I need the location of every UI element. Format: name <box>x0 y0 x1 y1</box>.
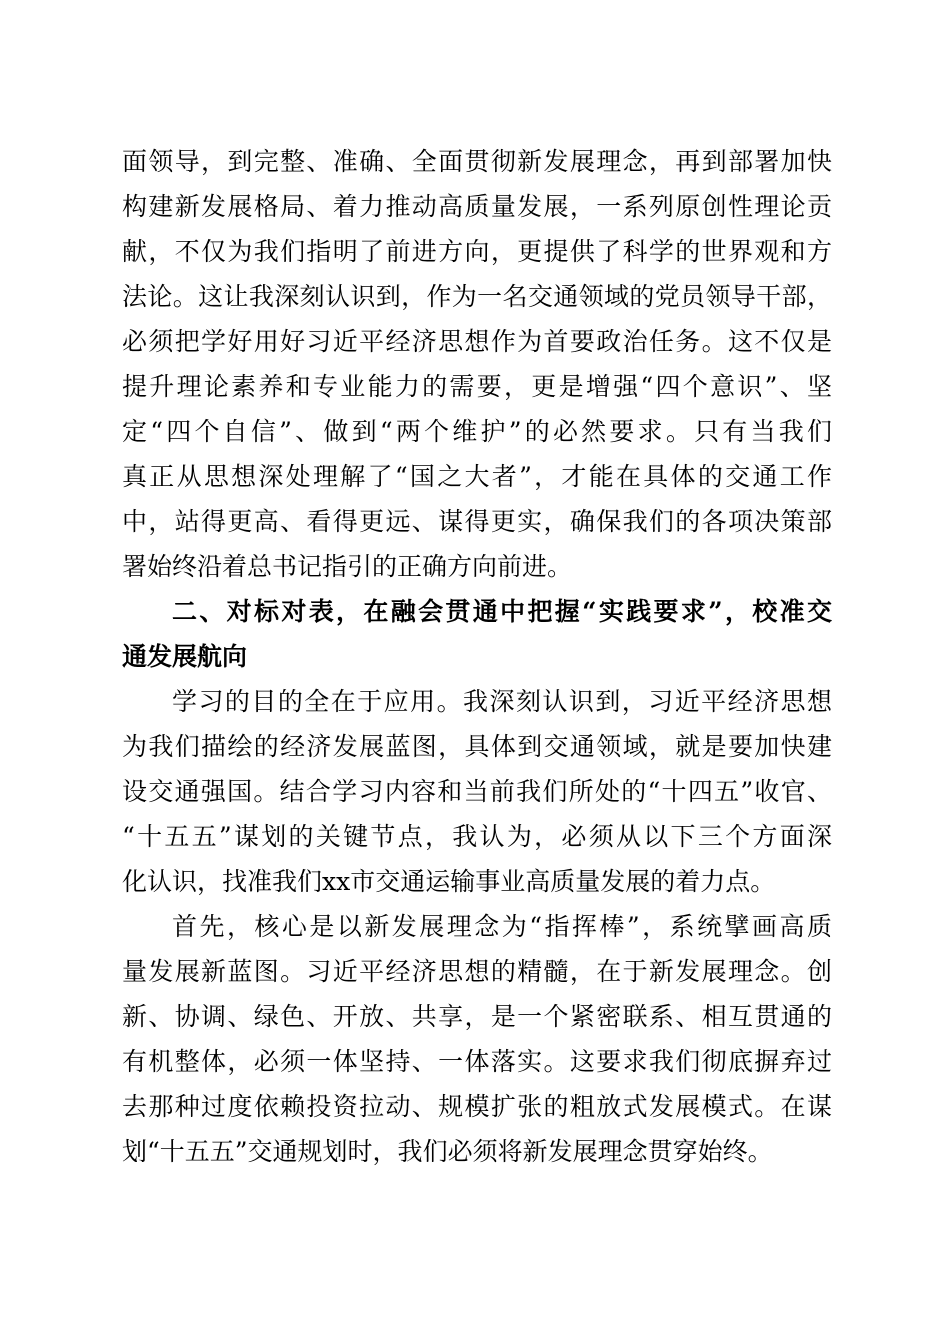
paragraph-line: 学习的目的全在于应用。我深刻认识到，习近平经济思想 <box>172 687 832 716</box>
paragraph-line: 构建新发展格局、着力推动高质量发展，一系列原创性理论贡 <box>122 192 832 221</box>
paragraph-line: 定“四个自信”、做到“两个维护”的必然要求。只有当我们 <box>122 417 832 446</box>
heading-line: 二、对标对表，在融会贯通中把握“实践要求”，校准交 <box>172 597 832 626</box>
paragraph-line: 有机整体，必须一体坚持、一体落实。这要求我们彻底摒弃过 <box>122 1047 832 1076</box>
paragraph-line: 提升理论素养和专业能力的需要，更是增强“四个意识”、坚 <box>122 372 832 401</box>
paragraph-line: “十五五”谋划的关键节点，我认为，必须从以下三个方面深 <box>122 822 832 851</box>
paragraph-line: 首先，核心是以新发展理念为“指挥棒”，系统擘画高质 <box>172 912 832 941</box>
heading-line: 通发展航向 <box>122 642 248 671</box>
paragraph-line: 量发展新蓝图。习近平经济思想的精髓，在于新发展理念。创 <box>122 957 832 986</box>
paragraph-line: 新、协调、绿色、开放、共享，是一个紧密联系、相互贯通的 <box>122 1002 832 1031</box>
paragraph-line: 法论。这让我深刻认识到，作为一名交通领域的党员领导干部， <box>122 282 832 311</box>
paragraph-line: 署始终沿着总书记指引的正确方向前进。 <box>122 552 573 581</box>
paragraph-line: 划“十五五”交通规划时，我们必须将新发展理念贯穿始终。 <box>122 1137 773 1166</box>
paragraph-line: 化认识，找准我们xx市交通运输事业高质量发展的着力点。 <box>122 867 776 896</box>
paragraph-line: 为我们描绘的经济发展蓝图，具体到交通领域，就是要加快建 <box>122 732 832 761</box>
paragraph-line: 面领导，到完整、准确、全面贯彻新发展理念，再到部署加快 <box>122 147 832 176</box>
paragraph-line: 真正从思想深处理解了“国之大者”，才能在具体的交通工作 <box>122 462 832 491</box>
paragraph-line: 必须把学好用好习近平经济思想作为首要政治任务。这不仅是 <box>122 327 832 356</box>
paragraph-line: 献，不仅为我们指明了前进方向，更提供了科学的世界观和方 <box>122 237 832 266</box>
paragraph-line: 中，站得更高、看得更远、谋得更实，确保我们的各项决策部 <box>122 507 832 536</box>
paragraph-line: 设交通强国。结合学习内容和当前我们所处的“十四五”收官、 <box>122 777 832 806</box>
paragraph-line: 去那种过度依赖投资拉动、规模扩张的粗放式发展模式。在谋 <box>122 1092 832 1121</box>
